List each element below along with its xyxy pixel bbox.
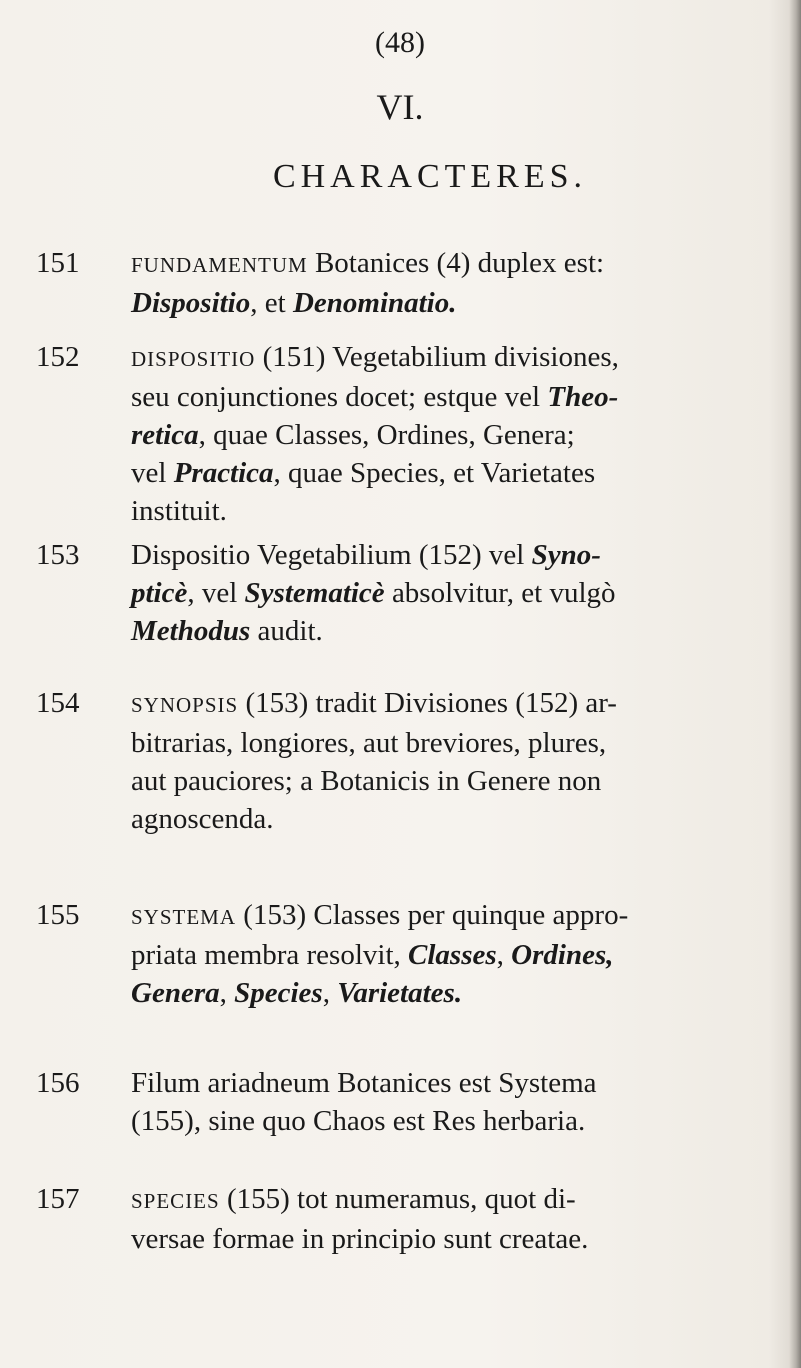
paragraph-number-154: 154: [36, 687, 80, 719]
text-line: [131, 684, 771, 724]
text-run: agnoscenda.: [131, 803, 274, 835]
paragraph-number-156: 156: [36, 1067, 80, 1099]
italic-term: Theo-: [547, 381, 619, 413]
text-run: aut pauciores; a Botanicis in Genere non: [131, 765, 602, 797]
italic-term: pticè: [131, 577, 188, 609]
italic-term: Syno-: [531, 539, 601, 571]
text-run: Filum ariadneum Botanices est Systema: [131, 1067, 597, 1099]
page-edge-shadow: [789, 0, 801, 1368]
text-run: (153) tradit Divisiones (152) ar-: [238, 687, 617, 719]
section-number: VI.: [376, 87, 424, 127]
small-caps-term: SYNOPSIS: [131, 693, 239, 717]
text-line: [131, 492, 771, 530]
text-line: [131, 896, 771, 936]
text-run: Dispositio Vegetabilium (152) vel: [131, 539, 532, 571]
italic-term: Varietates.: [337, 977, 463, 1009]
italic-term: Ordines,: [511, 939, 614, 971]
text-line: [131, 1220, 771, 1258]
text-line: [131, 1180, 771, 1220]
italic-term: retica: [131, 419, 199, 451]
text-run: , vel: [187, 577, 245, 609]
paragraph-153: [131, 536, 771, 650]
text-line: [131, 1064, 771, 1102]
paragraph-154: [131, 684, 771, 838]
text-run: versae formae in principio sunt creatae.: [131, 1223, 589, 1255]
paragraph-number-157: 157: [36, 1183, 80, 1215]
text-line: [131, 612, 771, 650]
paragraph-number-152: 152: [36, 341, 80, 373]
text-run: (151) Vegetabilium divisiones,: [255, 341, 619, 373]
text-line: [131, 974, 771, 1012]
italic-term: Dispositio: [131, 287, 251, 319]
italic-term: Species: [234, 977, 323, 1009]
text-run: ,: [496, 939, 512, 971]
text-line: [131, 1102, 771, 1140]
italic-term: Genera: [131, 977, 220, 1009]
small-caps-term: SPECIES: [131, 1189, 220, 1213]
paragraph-number-153: 153: [36, 539, 80, 571]
text-run: seu conjunctiones docet; estque vel: [131, 381, 548, 413]
text-run: , et: [250, 287, 293, 319]
paragraph-157: [131, 1180, 771, 1258]
paragraph-156: [131, 1064, 771, 1140]
text-run: ,: [322, 977, 338, 1009]
text-run: ,: [219, 977, 235, 1009]
text-run: (155) tot numeramus, quot di-: [219, 1183, 576, 1215]
text-run: , quae Classes, Ordines, Genera;: [198, 419, 575, 451]
italic-term: Systematicè: [244, 577, 385, 609]
text-run: , quae Species, et Varietates: [273, 457, 596, 489]
text-line: [131, 762, 771, 800]
section-heading: CHARACTERES.: [272, 158, 588, 195]
text-line: [131, 338, 771, 378]
small-caps-term: DISPOSITIO: [131, 347, 256, 371]
text-run: vel: [131, 457, 174, 489]
text-line: [131, 574, 771, 612]
text-run: instituit.: [131, 495, 227, 527]
paragraph-151: [131, 244, 771, 322]
text-line: [131, 936, 771, 974]
paragraph-number-155: 155: [36, 899, 80, 931]
text-line: [131, 536, 771, 574]
small-caps-term: FUNDAMENTUM: [131, 253, 308, 277]
italic-term: Denominatio.: [292, 287, 457, 319]
text-run: (155), sine quo Chaos est Res herbaria.: [131, 1105, 586, 1137]
text-run: (153) Classes per quinque appro-: [236, 899, 629, 931]
text-line: [131, 800, 771, 838]
text-run: audit.: [250, 615, 323, 647]
text-line: [131, 284, 771, 322]
text-line: [131, 454, 771, 492]
text-line: [131, 378, 771, 416]
page-number: (48): [375, 26, 425, 59]
text-run: Botanices (4) duplex est:: [307, 247, 605, 279]
text-line: [131, 244, 771, 284]
text-run: absolvitur, et vulgò: [384, 577, 616, 609]
text-line: [131, 416, 771, 454]
italic-term: Methodus: [131, 615, 251, 647]
text-run: priata membra resolvit,: [131, 939, 409, 971]
italic-term: Classes: [408, 939, 497, 971]
italic-term: Practica: [173, 457, 274, 489]
text-run: bitrarias, longiores, aut breviores, plures,: [131, 727, 607, 759]
paragraph-155: [131, 896, 771, 1012]
small-caps-term: SYSTEMA: [131, 905, 237, 929]
paragraph-152: [131, 338, 771, 530]
text-line: [131, 724, 771, 762]
paragraph-number-151: 151: [36, 247, 80, 279]
